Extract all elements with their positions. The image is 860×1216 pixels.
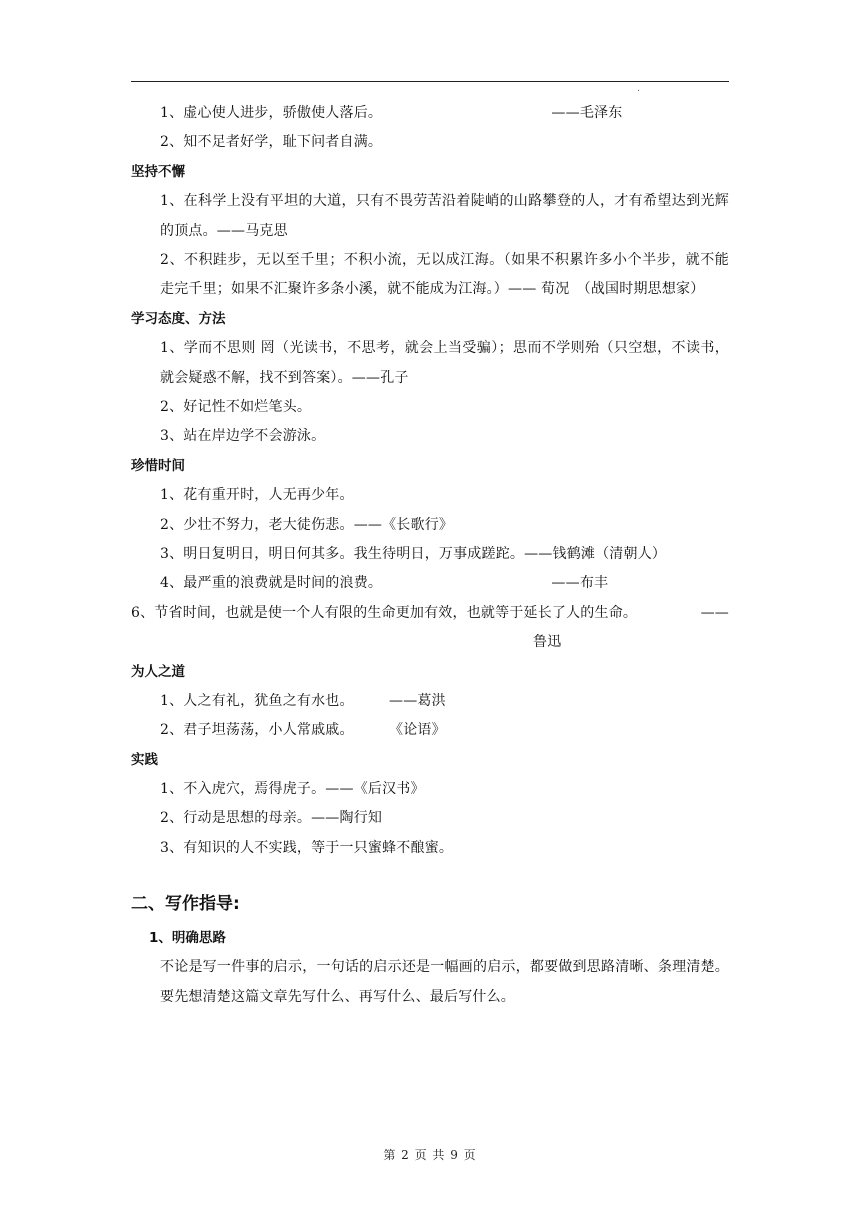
quote-line: 1、学而不思则 罔（光读书，不思考，就会上当受骗）；思而不学则殆（只空想，不读书，就会疑惑不解，找不到答案）。——孔子 <box>160 340 729 386</box>
category-heading-persistence: 坚持不懈 <box>131 163 185 180</box>
header-dot: . <box>637 84 640 94</box>
quote-line: 3、有知识的人不实践，等于一只蜜蜂不酿蜜。 <box>160 839 454 856</box>
quote-line: 1、花有重开时，人无再少年。 <box>160 487 354 504</box>
quote-line: 2、好记性不如烂笔头。 <box>160 399 312 415</box>
category-heading-time: 珍惜时间 <box>131 457 185 474</box>
quote-dash: —— <box>700 604 729 621</box>
quote-text: 1、人之有礼，犹鱼之有水也。 <box>160 692 354 709</box>
subsection-title: 1、明确思路 <box>149 930 226 947</box>
quote-text: 1、虚心使人进步，骄傲使人落后。 <box>160 105 383 121</box>
paragraph: 不论是写一件事的启示，一句话的启示还是一幅画的启示，都要做到思路清晰、条理清楚。要先想清楚这篇文章先写什么、再写什么、最后写什么。 <box>160 959 729 1005</box>
quote-line <box>131 687 729 716</box>
quote-line: 2、知不足者好学，耻下问者自满。 <box>160 134 383 151</box>
category-heading-conduct: 为人之道 <box>131 663 185 680</box>
category-heading-attitude: 学习态度、方法 <box>131 310 226 327</box>
quote-line: 3、站在岸边学不会游泳。 <box>160 428 326 445</box>
quote-source: ——葛洪 <box>389 692 446 709</box>
quote-source: ——毛泽东 <box>551 105 623 121</box>
page-content <box>131 99 729 1012</box>
quote-line: 2、不积跬步，无以至千里；不积小流，无以成江海。（如果不积累许多小个半步，就不能走完千里；如果不汇聚许多条小溪，就不能成为江海。）—— 荀况 （战国时期思想家） <box>160 251 729 298</box>
quote-line <box>131 716 729 745</box>
page-footer: 第 2 页 共 9 页 <box>383 1148 477 1162</box>
quote-text: 2、君子坦荡荡，小人常戚戚。 <box>160 722 354 739</box>
quote-line: 1、不入虎穴，焉得虎子。——《后汉书》 <box>160 781 425 798</box>
quote-line: 3、明日复明日，明日何其多。我生待明日，万事成蹉跎。——钱鹤滩（清朝人） <box>160 545 667 562</box>
quote-line <box>131 99 729 128</box>
quote-text: 6、节省时间，也就是使一个人有限的生命更加有效，也就等于延长了人的生命。 <box>131 604 638 621</box>
category-heading-practice: 实践 <box>131 751 158 768</box>
quote-line: 2、行动是思想的母亲。——陶行知 <box>160 810 383 827</box>
quote-line: 2、少壮不努力，老大徒伤悲。——《长歌行》 <box>160 516 454 533</box>
quote-line <box>131 569 729 598</box>
quote-line <box>131 599 729 628</box>
quote-source: ——布丰 <box>551 575 609 592</box>
quote-source-line: 鲁迅 <box>533 634 562 651</box>
section-title-writing: 二、写作指导: <box>131 894 240 915</box>
quote-source: 《论语》 <box>389 722 446 739</box>
quote-text: 4、最严重的浪费就是时间的浪费。 <box>160 575 383 592</box>
header-rule <box>131 81 729 82</box>
quote-line: 1、在科学上没有平坦的大道，只有不畏劳苦沿着陡峭的山路攀登的人，才有希望达到光辉的顶点。——马克思 <box>160 193 729 239</box>
